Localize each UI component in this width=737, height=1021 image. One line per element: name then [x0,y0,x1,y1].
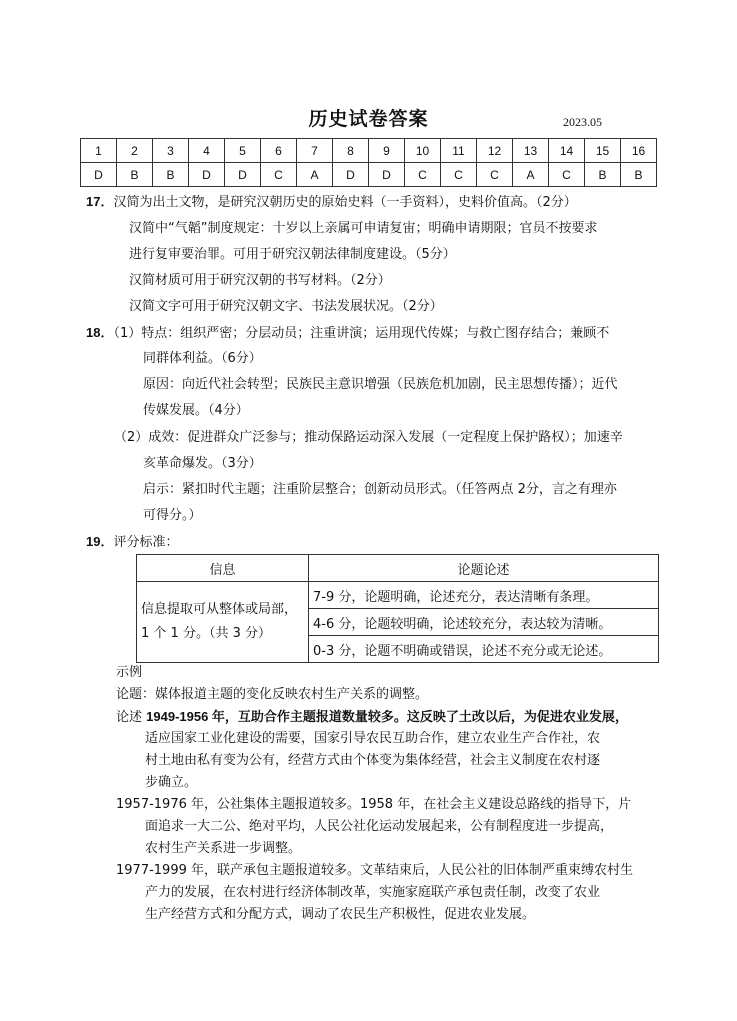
q19-number: 19． [86,534,114,549]
answer-cell: D [333,163,369,187]
q18-part2-line-2: 亥革命爆发。（3分） [143,456,262,471]
q17-line-3: 进行复审要治罪。可用于研究汉朝法律制度建设。（5分） [129,247,456,262]
question-number-cell: 3 [153,139,189,163]
rubric-info-line-2: 1 个 1 分。（共 3 分） [141,626,271,641]
rubric-table [136,554,659,663]
rubric-info-line-1: 信息提取可从整体或局部， [141,602,298,617]
question-number-cell: 12 [477,139,513,163]
question-number-cell: 16 [621,139,657,163]
essay-para3-line-3: 生产经营方式和分配方式，调动了农民生产积极性，促进农业发展。 [145,907,536,922]
exam-date: 2023.05 [563,115,602,129]
rubric-header-argument: 论题论述 [309,555,659,582]
question-number-cell: 8 [333,139,369,163]
question-number-cell: 14 [549,139,585,163]
answer-cell: D [369,163,405,187]
q19-line-1 [86,533,178,552]
q18-part1-line-4: 传媒发展。（4分） [143,403,249,418]
q17-number: 17． [86,194,114,209]
q17-line-1 [86,193,577,212]
q18-part1-label: （1） [113,326,142,341]
question-number-cell: 9 [369,139,405,163]
question-number-cell: 1 [81,139,117,163]
q19-intro: 评分标准： [113,535,179,550]
q18-part2-label: （2） [114,430,149,445]
question-number-row [81,139,657,163]
question-number-cell: 13 [513,139,549,163]
q18-line-1 [86,324,609,343]
q18-number: 18． [86,325,114,340]
question-number-cell: 4 [189,139,225,163]
question-number-cell: 7 [297,139,333,163]
answer-cell: C [477,163,513,187]
essay-para1-line-4: 步确立。 [145,775,198,790]
essay-para2-line-1: 1957-1976 年，公社集体主题报道较多。1958 年，在社会主义建设总路线的指导下，片 [116,797,632,812]
rubric-info-cell [137,582,309,663]
answer-cell: D [225,163,261,187]
question-number-cell: 11 [441,139,477,163]
q18-part2-text-1: 成效：促进群众广泛参与；推动保路运动深入发展（一定程度上保护路权）；加速辛 [148,430,623,445]
answer-cell: C [261,163,297,187]
rubric-level-mid: 4-6 分，论题较明确，论述较充分，表达较为清晰。 [309,609,659,636]
q18-part1-line-2: 同群体利益。（6分） [143,351,262,366]
answer-cell: B [153,163,189,187]
rubric-level-high: 7-9 分，论题明确，论述充分，表达清晰有条理。 [309,582,659,609]
essay-para3-line-2: 产力的发展，在农村进行经济体制改革，实施家庭联产承包责任制，改变了农业 [145,885,601,900]
q18-part2-line-4: 可得分。） [143,508,202,523]
essay-para2-line-3: 农村生产关系进一步调整。 [145,841,302,856]
q17-line-2: 汉简中“气韜”制度规定：十岁以上亲属可申请复宙；明确申请期限；官员不按要求 [129,221,598,236]
answer-cell: C [441,163,477,187]
rubric-level-low: 0-3 分，论题不明确或错误，论述不充分或无论述。 [309,636,659,663]
essay-para2-line-2: 面追求一大二公、绝对平均，人民公社化运动发展起来，公有制程度进一步提高， [145,819,614,834]
page-title: 历史试卷答案 [308,108,429,130]
answer-row [81,163,657,187]
essay-label: 论述 [116,710,143,725]
question-number-cell: 5 [225,139,261,163]
q18-part2-line-3: 启示：紧扣时代主题；注重阶层整合；创新动员形式。（任答两点 2分，言之有理亦 [143,482,617,497]
q18-part1-line-3: 原因：向近代社会转型；民族民主意识增强（民族危机加剧，民主思想传播）；近代 [143,377,618,392]
q18-part2-line-1 [114,429,623,447]
question-number-cell: 15 [585,139,621,163]
essay-para1-line-3: 村土地由私有变为公有，经营方式由个体变为集体经营，社会主义制度在农村逐 [145,753,601,768]
answer-cell: D [189,163,225,187]
answer-cell: C [405,163,441,187]
answer-cell: A [513,163,549,187]
answer-cell: B [117,163,153,187]
answer-cell: B [585,163,621,187]
q17-line-5: 汉简文字可用于研究汉朝文字、书法发展状况。（2分） [129,299,443,314]
answer-cell: A [297,163,333,187]
answer-cell: C [549,163,585,187]
q17-text-1: 汉简为出土文物，是研究汉朝历史的原始史料（一手资料），史料价值高。（2分） [113,195,577,210]
answer-key-table [80,138,657,187]
q18-part1-text-1: 特点：组织严密；分层动员；注重讲演；运用现代传媒；与救亡图存结合；兼顾不 [141,326,610,341]
question-number-cell: 2 [117,139,153,163]
question-number-cell: 10 [405,139,441,163]
essay-para3-line-1: 1977-1999 年，联产承包主题报道较多。文革结束后，人民公社的旧体制严重束缚农村生 [116,863,633,878]
q17-line-4: 汉简材质可用于研究汉朝的书写材料。（2分） [129,273,391,288]
example-thesis: 论题：媒体报道主题的变化反映农村生产关系的调整。 [116,687,429,702]
essay-para1-line-1 [116,708,628,727]
example-label: 示例 [116,665,143,680]
answer-cell: D [81,163,117,187]
answer-cell: B [621,163,657,187]
essay-para1-line-2: 适应国家工业化建设的需要，国家引导农民互助合作，建立农业生产合作社，农 [145,731,601,746]
rubric-header-info: 信息 [137,555,309,582]
question-number-cell: 6 [261,139,297,163]
essay-para1-text-1: 1949-1956 年，互助合作主题报道数量较多。这反映了土改以后，为促进农业发展， [146,709,628,724]
